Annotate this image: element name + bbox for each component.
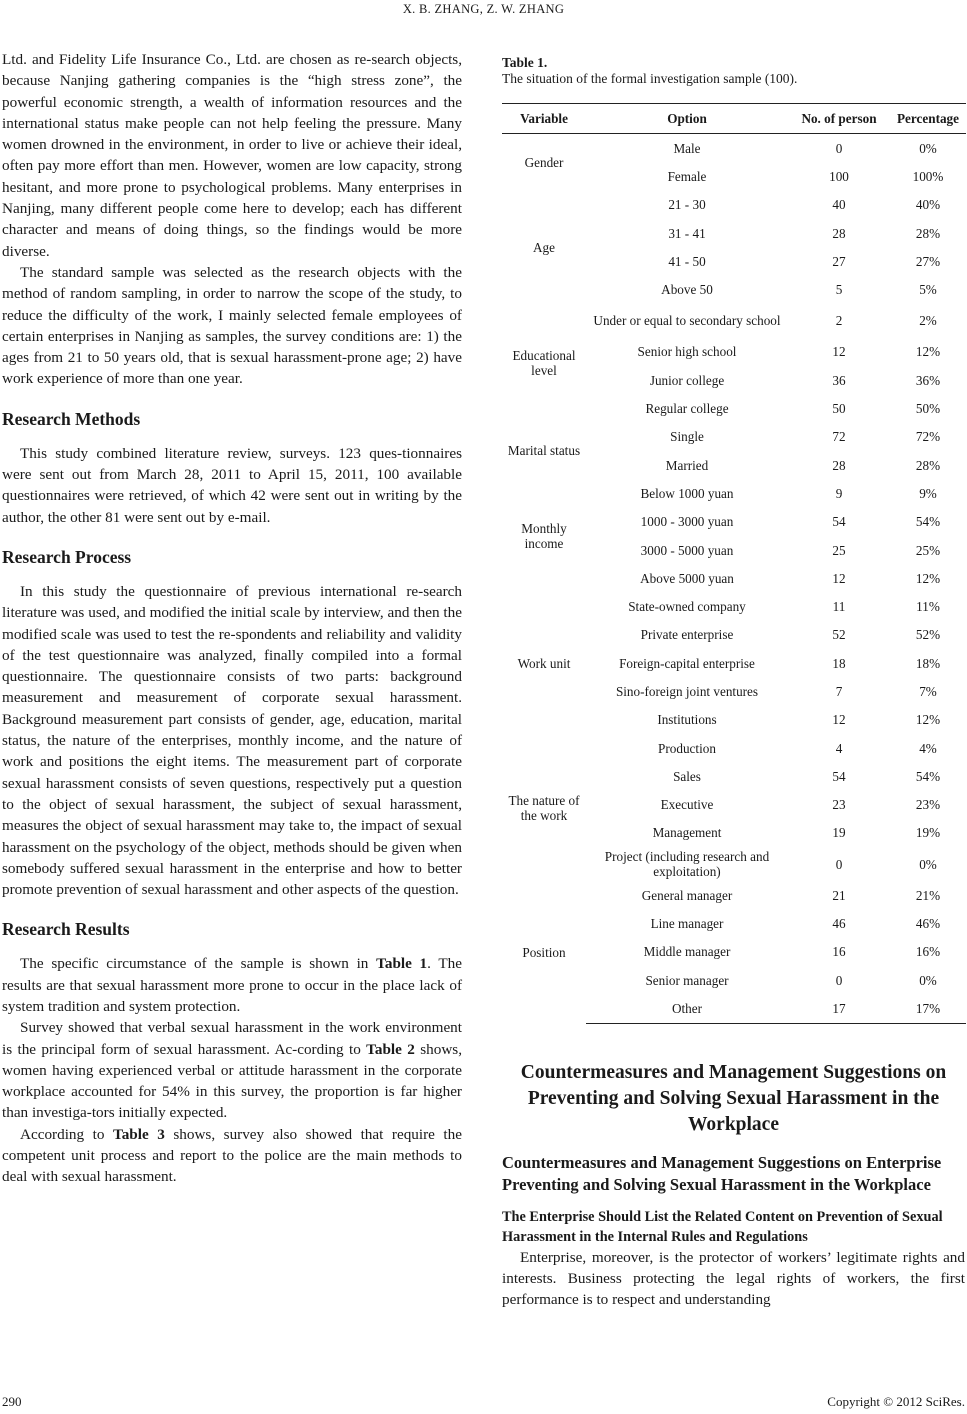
page-number: 290	[2, 1394, 22, 1409]
section-heading-process: Research Process	[2, 546, 132, 567]
table-row	[502, 734, 966, 762]
paragraph: Survey showed that verbal sexual harassment in the work environment is the principal form of sexual harassment. Ac-cording to Table 2 shows, women having experienced verbal or attitude harassment in the corporate workplace accounted for 54% in this survey, the proportion is far higher than investiga-tors initially expected.	[2, 1019, 462, 1122]
count-cell: 23	[832, 797, 846, 813]
table-row	[502, 592, 966, 620]
count-cell: 11	[832, 599, 846, 615]
count-cell: 16	[832, 944, 846, 960]
percentage-cell: 72%	[915, 429, 941, 445]
option-cell: Junior college	[649, 372, 725, 388]
table-header-row	[502, 104, 966, 134]
option-cell: Sales	[673, 768, 701, 784]
table-row	[502, 479, 966, 507]
option-cell: 41 - 50	[668, 253, 706, 269]
percentage-cell: 12%	[915, 570, 941, 586]
count-cell: 72	[832, 429, 846, 445]
variable-cell: Gender	[524, 154, 564, 170]
table-caption-text: The situation of the formal investigation sample (100).	[502, 71, 798, 86]
count-cell: 17	[788, 994, 890, 1023]
percentage-cell: 46%	[915, 916, 941, 932]
option-cell: Sino-foreign joint ventures	[615, 683, 759, 699]
option-cell: 1000 - 3000 yuan	[640, 514, 734, 530]
table-body	[502, 134, 966, 1024]
percentage-cell: 28%	[915, 225, 941, 241]
option-cell: Above 5000 yuan	[640, 570, 734, 586]
count-cell: 9	[835, 485, 843, 501]
count-cell: 12	[832, 344, 846, 360]
column-header: Option	[586, 104, 788, 134]
paragraph: In this study the questionnaire of previous international re-search literature was used, and modified the initial scale by interview, and then the modified scale was used to test the re-spondents and reliability and validity of the test questionnaire was analyzed, finally compiled into a formal questionnaire. The questionnaire consists of two parts: background measurement and measurement of corporate sexual harassment. Background measurement part consists of gender, age, education, marital status, the nature of the enterprises, monthly income, and the nature of work and positions the eight items. The measurement part of corporate sexual harassment consists of seven questions, respectively put a question to the object of sexual harassment, the subject of sexual harassment, measures the object of sexual harassment may take to, the impact of sexual harassment on the psychology of the object, methods should be given when somebody suffered sexual harassment in the enterprise and how to better promote prevention of sexual harassment and other aspects of the question.	[2, 582, 462, 899]
left-column	[2, 49, 462, 1188]
count-cell: 12	[832, 712, 846, 728]
right-column	[502, 55, 965, 1311]
percentage-cell: 4%	[919, 740, 937, 756]
percentage-cell: 18%	[915, 655, 941, 671]
count-cell: 4	[835, 740, 843, 756]
variable-cell: Monthly income	[521, 520, 567, 551]
count-cell: 54	[832, 514, 846, 530]
count-cell: 19	[832, 825, 846, 841]
percentage-cell: 36%	[915, 372, 941, 388]
column-header: No. of person	[788, 104, 890, 134]
percentage-cell: 27%	[915, 253, 941, 269]
count-cell: 40	[832, 197, 846, 213]
percentage-cell: 40%	[915, 197, 941, 213]
option-cell: Institutions	[657, 712, 717, 728]
option-cell: Senior high school	[637, 344, 737, 360]
count-cell: 18	[832, 655, 846, 671]
option-cell: General manager	[641, 887, 733, 903]
count-cell: 50	[832, 401, 846, 417]
section-heading: Countermeasures and Management Suggestions on Preventing and Solving Sexual Harassment in the Workplace	[520, 1061, 947, 1135]
count-cell: 0	[835, 140, 843, 156]
option-cell: State-owned company	[628, 599, 746, 615]
count-cell: 36	[832, 372, 846, 388]
count-cell: 27	[832, 253, 846, 269]
percentage-cell: 7%	[919, 683, 937, 699]
option-cell: Below 1000 yuan	[640, 485, 734, 501]
running-head: X. B. ZHANG, Z. W. ZHANG	[402, 2, 565, 16]
variable-cell: Age	[533, 239, 555, 255]
paragraph: The standard sample was selected as the research objects with the method of random sampling, in order to narrow the scope of the study, to reduce the difficulty of the work, I mainly selected female employees of certain enterprises in Nanjing as samples, the survey conditions are: 1) the ages from 21 to 50 years old, that is sexual harassment-prone age; 2) have work experience of more than one year.	[2, 263, 462, 388]
paragraph: Ltd. and Fidelity Life Insurance Co., Ltd. are chosen as re-search objects, because Nanjing gathering companies is the “high stress zone”, the powerful economic strength, a wealth of information resources and the international status make people can not help feeling the pressure. Many women drowned in the environment, in order to live or achieve their ideal, often pay more effort than men. However, women are low capacity, strong hesitant, and more prone to psychological problems. Many enterprises in Nanjing, many different people come here to develop; each has different character and means of doing things, so the findings would be more diverse.	[2, 51, 462, 260]
percentage-cell: 52%	[915, 627, 941, 643]
variable-cell: Educational level	[512, 348, 576, 379]
percentage-cell: 0%	[919, 140, 937, 156]
percentage-cell: 16%	[915, 944, 941, 960]
paragraph: This study combined literature review, surveys. 123 ques-tionnaires were sent out from March 28, 2011 to April 15, 2011, 100 available questionnaires were retrieved, of which 42 were sent out in writing by the author, the other 81 were sent out by e-mail.	[2, 444, 462, 526]
option-cell: Middle manager	[643, 944, 731, 960]
option-cell: Senior manager	[645, 972, 729, 988]
option-cell: Under or equal to secondary school	[593, 313, 781, 329]
table-row	[502, 134, 966, 163]
option-cell: 31 - 41	[668, 225, 706, 241]
percentage-cell: 0%	[919, 972, 937, 988]
option-cell: Private enterprise	[640, 627, 734, 643]
option-cell: Male	[673, 140, 701, 156]
percentage-cell: 28%	[915, 457, 941, 473]
section-heading-methods: Research Methods	[2, 408, 141, 429]
variable-cell: Marital status	[507, 443, 581, 459]
table-row	[502, 423, 966, 451]
option-cell: 3000 - 5000 yuan	[640, 542, 734, 558]
count-cell: 28	[832, 225, 846, 241]
count-cell: 100	[829, 168, 849, 184]
column-header: Percentage	[890, 104, 966, 134]
percentage-cell: 9%	[919, 485, 937, 501]
percentage-cell: 12%	[915, 344, 941, 360]
option-cell: Above 50	[661, 282, 713, 298]
option-cell: Line manager	[650, 916, 724, 932]
table-reference: Table 2	[366, 1040, 415, 1058]
percentage-cell: 23%	[915, 797, 941, 813]
table-caption	[502, 55, 965, 87]
percentage-cell: 2%	[919, 313, 937, 329]
paragraph: According to Table 3 shows, survey also showed that require the competent unit process and report to the police are the main methods to deal with sexual harassment.	[2, 1125, 462, 1186]
variable-cell: Position	[522, 944, 566, 960]
percentage-cell: 54%	[915, 514, 941, 530]
count-cell: 12	[832, 570, 846, 586]
option-cell: Other	[586, 994, 788, 1023]
option-cell: Single	[670, 429, 704, 445]
option-cell: Female	[667, 168, 707, 184]
option-cell: Married	[665, 457, 709, 473]
column-header: Variable	[502, 104, 586, 134]
percentage-cell: 5%	[919, 282, 937, 298]
count-cell: 5	[835, 282, 843, 298]
count-cell: 7	[835, 683, 843, 699]
option-cell: Regular college	[645, 401, 729, 417]
count-cell: 54	[832, 768, 846, 784]
option-cell: 21 - 30	[668, 197, 706, 213]
copyright: Copyright © 2012 SciRes.	[827, 1394, 965, 1409]
table-row	[502, 304, 966, 338]
table-row	[502, 881, 966, 909]
option-cell: Executive	[660, 797, 714, 813]
option-cell: Production	[658, 740, 716, 756]
percentage-cell: 25%	[915, 542, 941, 558]
count-cell: 0	[835, 856, 843, 872]
percentage-cell: 100%	[912, 168, 944, 184]
table-label: Table 1.	[502, 55, 548, 70]
percentage-cell: 21%	[915, 887, 941, 903]
percentage-cell: 54%	[915, 768, 941, 784]
sample-table	[502, 103, 966, 1024]
paragraph: The specific circumstance of the sample is shown in Table 1. The results are that sexual harassment more prone to occur in the place lack of system tradition and system protection.	[2, 955, 462, 1015]
option-cell: Management	[652, 825, 722, 841]
count-cell: 46	[832, 916, 846, 932]
percentage-cell: 12%	[915, 712, 941, 728]
section-heading-results: Research Results	[2, 919, 130, 940]
table-row	[502, 191, 966, 219]
percentage-cell: 11%	[916, 599, 940, 615]
count-cell: 25	[832, 542, 846, 558]
variable-cell: Work unit	[517, 655, 571, 671]
count-cell: 28	[832, 457, 846, 473]
count-cell: 2	[835, 313, 843, 329]
subsection-heading: Countermeasures and Management Suggestions on Enterprise Preventing and Solving Sexual Harassment in the Workplace	[502, 1152, 942, 1194]
table-reference: Table 3	[112, 1125, 165, 1143]
count-cell: 21	[832, 887, 846, 903]
percentage-cell: 19%	[915, 825, 941, 841]
variable-cell: The nature of the work	[508, 792, 580, 823]
table-reference: Table 1	[376, 955, 428, 973]
option-cell: Foreign-capital enterprise	[619, 655, 755, 671]
paragraph: Enterprise, moreover, is the protector of workers’ legitimate rights and interests. Business protecting the legal rights of workers, the first performance is to respect and understanding	[502, 1248, 965, 1309]
percentage-cell: 50%	[915, 401, 941, 417]
percentage-cell: 0%	[919, 856, 937, 872]
option-cell: Project (including research and exploitation)	[604, 849, 770, 880]
count-cell: 0	[835, 972, 843, 988]
count-cell: 52	[832, 627, 846, 643]
percentage-cell: 17%	[890, 994, 966, 1023]
subsubsection-heading: The Enterprise Should List the Related Content on Prevention of Sexual Harassment in the Internal Rules and Regulations	[502, 1208, 943, 1245]
